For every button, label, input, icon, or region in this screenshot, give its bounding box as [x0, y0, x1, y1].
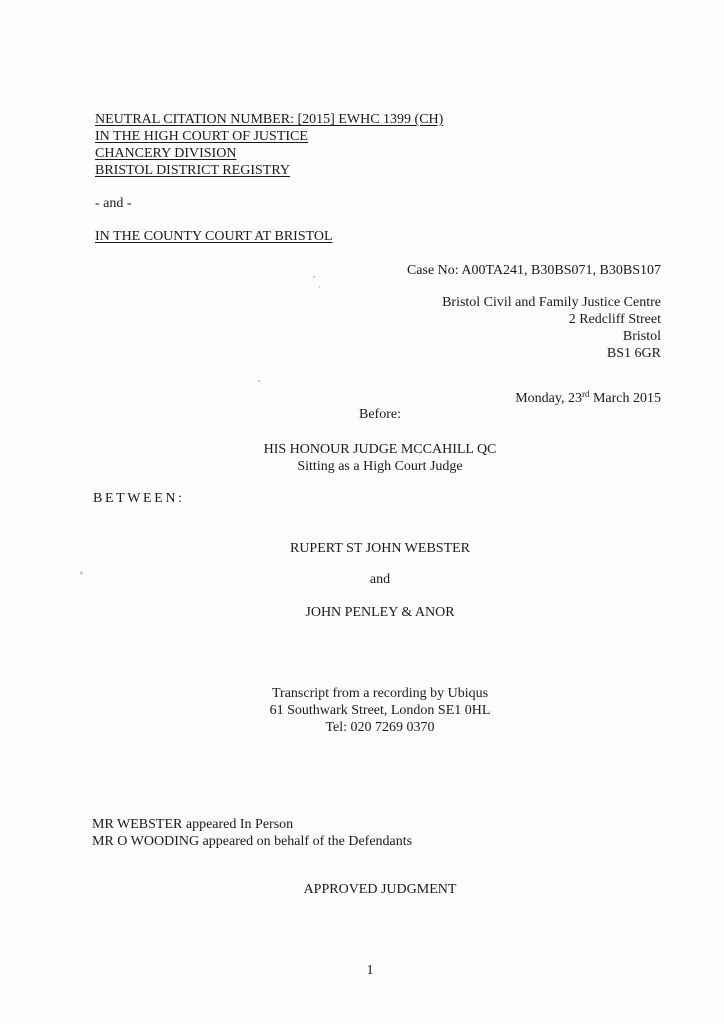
court-header: [95, 112, 443, 180]
appearances-block: [92, 817, 412, 851]
hearing-date: [515, 391, 661, 407]
address-line: 2 Redcliff Street: [568, 312, 661, 327]
and-separator: - and -: [95, 196, 132, 211]
address-line: BS1 6GR: [606, 346, 661, 361]
transcript-phone: Tel: 020 7269 0370: [325, 720, 435, 735]
date-ordinal: rd: [581, 389, 590, 399]
judge-name: HIS HONOUR JUDGE MCCAHILL QC: [263, 442, 497, 457]
registry-name: BRISTOL DISTRICT REGISTRY: [95, 163, 290, 178]
before-label: Before:: [359, 407, 401, 422]
county-court: IN THE COUNTY COURT AT BRISTOL: [95, 229, 333, 244]
defendant-name: JOHN PENLEY & ANOR: [305, 605, 455, 620]
appearance-claimant: MR WEBSTER appeared In Person: [92, 817, 294, 832]
judge-role: Sitting as a High Court Judge: [297, 459, 463, 474]
address-line: Bristol Civil and Family Justice Centre: [442, 295, 661, 310]
parties-and: and: [369, 572, 391, 587]
division-name: CHANCERY DIVISION: [95, 146, 237, 161]
date-rest: March 2015: [589, 391, 661, 406]
scan-speck: [313, 276, 315, 278]
court-name: IN THE HIGH COURT OF JUSTICE: [95, 129, 308, 144]
page-number: 1: [366, 963, 374, 978]
transcript-block: [0, 686, 724, 737]
judgment-title: APPROVED JUDGMENT: [303, 882, 457, 897]
transcript-line: Transcript from a recording by Ubiqus: [271, 686, 489, 701]
scan-speck: [319, 286, 320, 288]
address-line: Bristol: [622, 329, 661, 344]
claimant-name: RUPERT ST JOHN WEBSTER: [289, 541, 471, 556]
transcript-address: 61 Southwark Street, London SE1 0HL: [269, 703, 491, 718]
date-prefix: Monday, 23: [515, 391, 582, 406]
scan-speck: [258, 380, 260, 382]
judge-block: [0, 442, 724, 476]
between-label: BETWEEN:: [93, 491, 185, 506]
appearance-defendants: MR O WOODING appeared on behalf of the Defendants: [92, 834, 413, 849]
scan-speck: [80, 571, 83, 575]
case-number: Case No: A00TA241, B30BS071, B30BS107: [406, 263, 661, 278]
court-address: [442, 295, 661, 363]
neutral-citation: NEUTRAL CITATION NUMBER: [2015] EWHC 1399 (CH): [95, 112, 444, 127]
